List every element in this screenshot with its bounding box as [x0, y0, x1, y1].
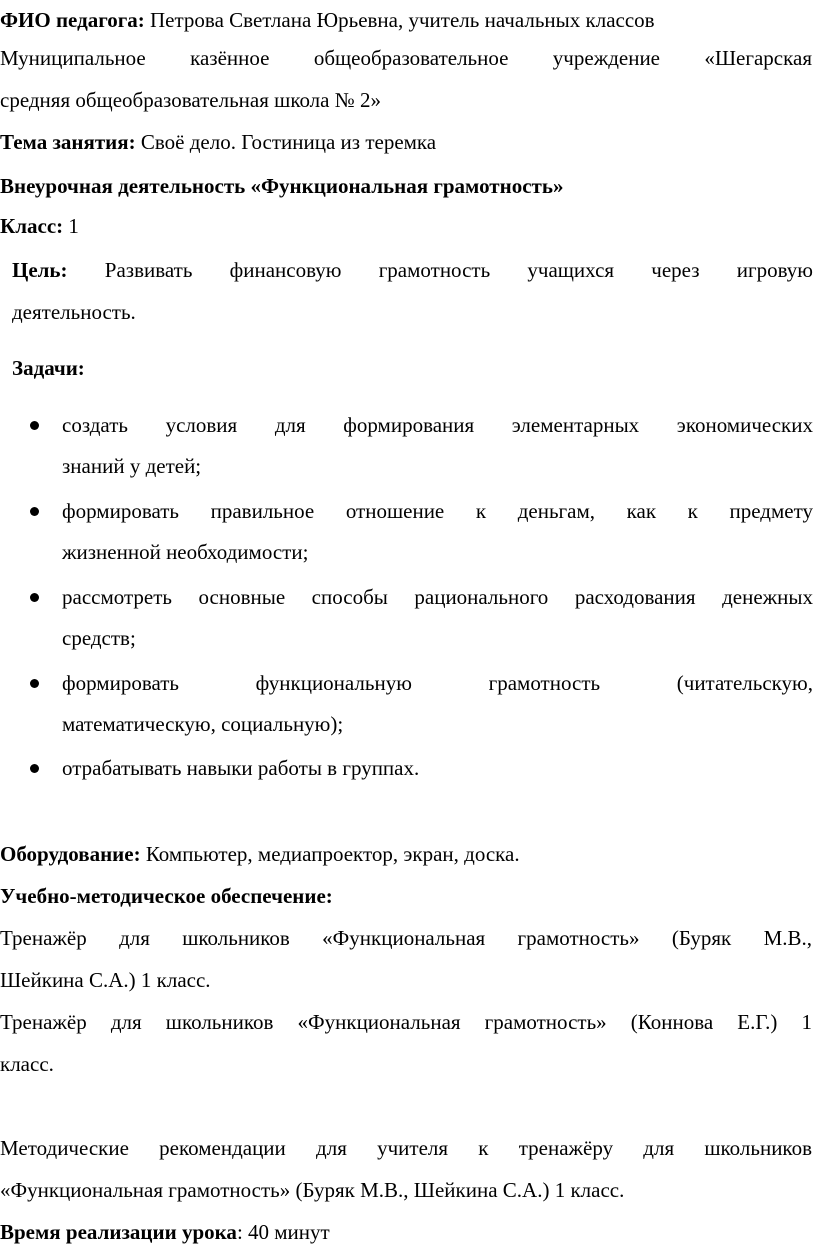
topic-line: [0, 122, 812, 162]
task-item-2-line-1: формировать правильное отношение к деньгам, как к предмету: [62, 499, 813, 523]
book-2-line-1: Тренажёр для школьников «Функциональная грамотность» (Коннова Е.Г.) 1: [0, 1010, 812, 1034]
teacher-value: Петрова Светлана Юрьевна, учитель начальных классов: [144, 8, 655, 32]
support-heading: Учебно-методическое обеспечение:: [0, 884, 333, 908]
bullet-icon: [30, 764, 39, 773]
book-3-line-2: «Функциональная грамотность» (Буряк М.В., Шейкина С.А.) 1 класс.: [0, 1178, 625, 1202]
task-item-4-line-2: математическую, социальную);: [62, 712, 344, 736]
book-1-line-2: Шейкина С.А.) 1 класс.: [0, 968, 211, 992]
time-line: [0, 1212, 812, 1252]
bullet-icon: [30, 679, 39, 688]
bullet-icon: [30, 507, 39, 516]
goal-label: Цель:: [12, 258, 68, 282]
bullet-icon: [30, 593, 39, 602]
bullet-icon: [30, 421, 39, 430]
tasks-heading: Задачи:: [12, 356, 85, 380]
task-item-2-line-2: жизненной необходимости;: [62, 540, 309, 564]
topic-value: Своё дело. Гостиница из теремка: [135, 130, 437, 154]
task-item-1-line-2: знаний у детей;: [62, 454, 202, 478]
goal-line-1: [12, 250, 813, 290]
book-3-line-1: Методические рекомендации для учителя к тренажёру для школьников: [0, 1136, 812, 1160]
time-value: : 40 минут: [236, 1220, 330, 1244]
equipment-value: Компьютер, медиапроектор, экран, доска.: [140, 842, 520, 866]
school-line-2: средняя общеобразовательная школа № 2»: [0, 88, 382, 112]
activity-heading: Внеурочная деятельность «Функциональная грамотность»: [0, 174, 564, 198]
goal-line-2: деятельность.: [12, 300, 136, 324]
book-1-line-1: Тренажёр для школьников «Функциональная грамотность» (Буряк М.В.,: [0, 926, 812, 950]
equipment-label: Оборудование:: [0, 842, 141, 866]
task-item-4-line-1: формировать функциональную грамотность (читательскую,: [62, 671, 813, 695]
book-2-line-2: класс.: [0, 1052, 54, 1076]
time-label: Время реализации урока: [0, 1220, 237, 1244]
topic-label: Тема занятия:: [0, 130, 136, 154]
class-label: Класс:: [0, 214, 64, 238]
equipment-line: [0, 834, 812, 874]
task-item-3-line-2: средств;: [62, 626, 136, 650]
class-line: [0, 206, 812, 246]
class-value: 1: [63, 214, 79, 238]
goal-text: Развивать финансовую грамотность учащихся через игровую: [67, 258, 813, 282]
teacher-label: ФИО педагога:: [0, 8, 145, 32]
task-item-5-line-1: отрабатывать навыки работы в группах.: [62, 756, 420, 780]
task-item-3-line-1: рассмотреть основные способы рационального расходования денежных: [62, 585, 813, 609]
task-item-1-line-1: создать условия для формирования элементарных экономических: [62, 413, 813, 437]
teacher-line: [0, 0, 812, 40]
school-line-1: Муниципальное казённое общеобразовательное учреждение «Шегарская: [0, 46, 812, 70]
